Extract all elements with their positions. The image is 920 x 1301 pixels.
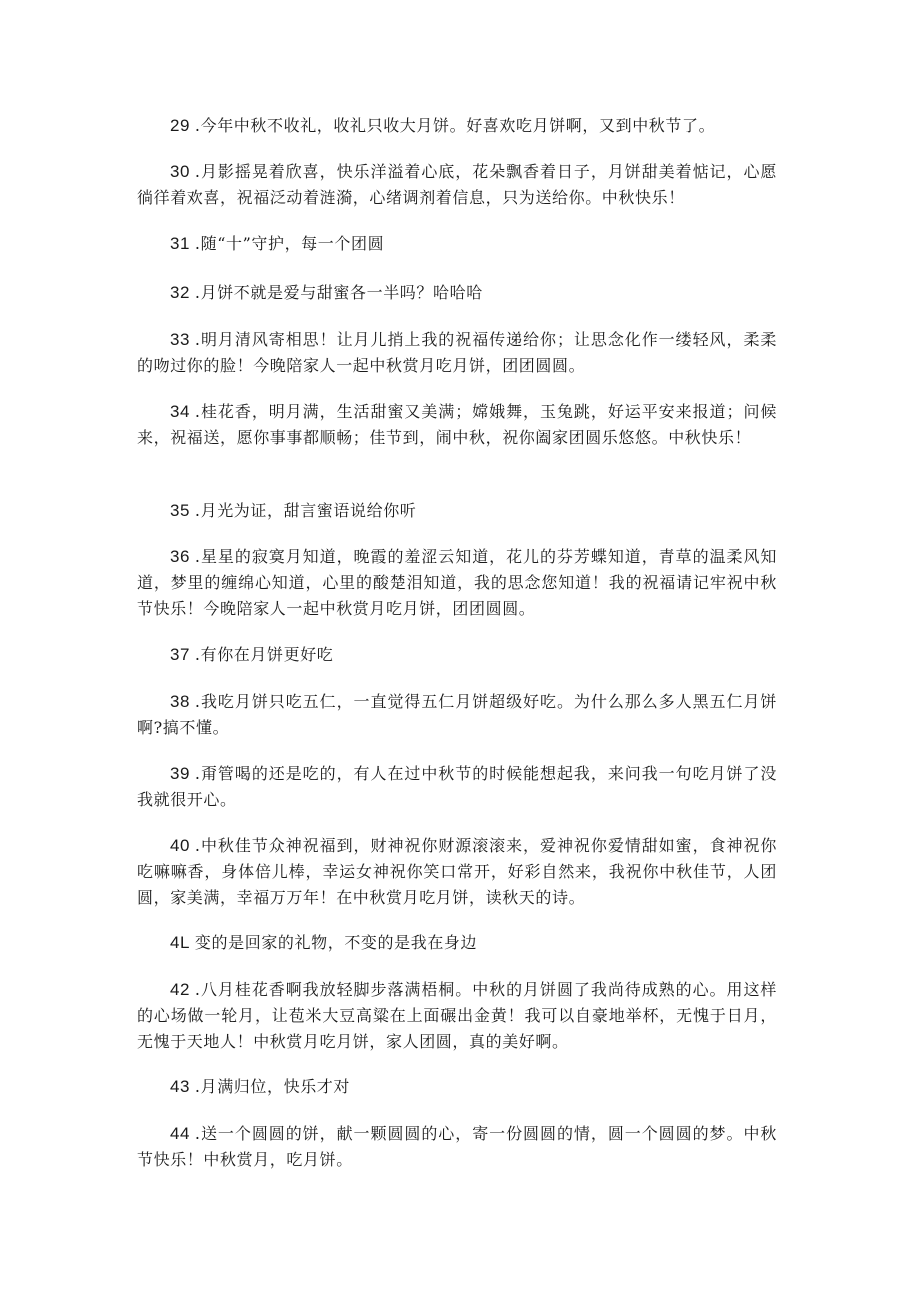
list-item bbox=[137, 1074, 777, 1100]
item-number: 42 bbox=[170, 980, 190, 999]
list-item bbox=[137, 231, 777, 257]
item-number: 31 bbox=[170, 234, 190, 253]
list-item bbox=[137, 327, 777, 379]
list-item bbox=[137, 833, 777, 911]
item-text: .随“十”守护，每一个团圆 bbox=[194, 234, 385, 253]
item-number: 35 bbox=[170, 501, 190, 520]
item-text: .月光为证，甜言蜜语说给你听 bbox=[194, 501, 417, 520]
item-number: 44 bbox=[170, 1124, 190, 1143]
item-number: 30 bbox=[170, 162, 190, 181]
item-number: 4L bbox=[170, 933, 190, 952]
item-text: .八月桂花香啊我放轻脚步落满梧桐。中秋的月饼圆了我尚待成熟的心。用这样的心场做一轮月，让苞米大豆高粱在上面碾出金黄！我可以自豪地举杯，无愧于日月，无愧于天地人！中秋赏月吃月饼，家人团圆，真的美好啊。 bbox=[137, 980, 777, 1051]
list-item bbox=[137, 642, 777, 668]
item-text: .今年中秋不收礼，收礼只收大月饼。好喜欢吃月饼啊，又到中秋节了。 bbox=[194, 116, 716, 135]
list-item bbox=[137, 930, 777, 956]
item-text: .月满归位，快乐才对 bbox=[194, 1077, 351, 1096]
item-number: 37 bbox=[170, 645, 190, 664]
list-item bbox=[137, 544, 777, 622]
list-item bbox=[137, 761, 777, 813]
item-text: .我吃月饼只吃五仁，一直觉得五仁月饼超级好吃。为什么那么多人黑五仁月饼啊?搞不懂。 bbox=[137, 692, 777, 737]
item-number: 34 bbox=[170, 402, 190, 421]
item-number: 38 bbox=[170, 692, 190, 711]
item-number: 36 bbox=[170, 547, 190, 566]
item-text: .有你在月饼更好吃 bbox=[194, 645, 334, 664]
item-number: 29 bbox=[170, 116, 190, 135]
list-item bbox=[137, 399, 777, 451]
list-item bbox=[137, 977, 777, 1055]
item-text: .甭管喝的还是吃的，有人在过中秋节的时候能想起我，来问我一句吃月饼了没我就很开心。 bbox=[137, 764, 777, 809]
list-item bbox=[137, 498, 777, 524]
item-number: 33 bbox=[170, 330, 190, 349]
item-number: 39 bbox=[170, 764, 190, 783]
item-text: .中秋佳节众神祝福到，财神祝你财源滚滚来，爱神祝你爱情甜如蜜，食神祝你吃嘛嘛香，身体倍儿棒，幸运女神祝你笑口常开，好彩自然来，我祝你中秋佳节，人团圆，家美满，幸福万万年！在中秋赏月吃月饼，读秋天的诗。 bbox=[137, 836, 777, 907]
item-text: .月影摇晃着欣喜，快乐洋溢着心底，花朵飘香着日子，月饼甜美着惦记，心愿徜徉着欢喜，祝福泛动着涟漪，心绪调剂着信息，只为送给你。中秋快乐！ bbox=[137, 162, 777, 207]
item-text: .明月清风寄相思！让月儿捎上我的祝福传递给你；让思念化作一缕轻风，柔柔的吻过你的脸！今晚陪家人一起中秋赏月吃月饼，团团圆圆。 bbox=[137, 330, 777, 375]
list-item bbox=[137, 689, 777, 741]
list-item bbox=[137, 113, 777, 139]
item-number: 43 bbox=[170, 1077, 190, 1096]
item-number: 32 bbox=[170, 283, 190, 302]
item-text: .送一个圆圆的饼，献一颗圆圆的心，寄一份圆圆的情，圆一个圆圆的梦。中秋节快乐！中秋赏月，吃月饼。 bbox=[137, 1124, 777, 1169]
list-item bbox=[137, 1121, 777, 1173]
item-text: .桂花香，明月满，生活甜蜜又美满；嫦娥舞，玉兔跳，好运平安来报道；问候来，祝福送，愿你事事都顺畅；佳节到，闹中秋，祝你阖家团圆乐悠悠。中秋快乐！ bbox=[137, 402, 777, 447]
list-item bbox=[137, 159, 777, 211]
item-text: .月饼不就是爱与甜蜜各一半吗？哈哈哈 bbox=[194, 283, 483, 302]
list-item bbox=[137, 280, 777, 306]
item-number: 40 bbox=[170, 836, 190, 855]
item-text: 变的是回家的礼物，不变的是我在身边 bbox=[194, 933, 478, 952]
item-text: .星星的寂寞月知道，晚霞的羞涩云知道，花儿的芬芳蝶知道，青草的温柔风知道，梦里的缠绵心知道，心里的酸楚泪知道，我的思念您知道！我的祝福请记牢祝中秋节快乐！今晚陪家人一起中秋赏月吃月饼，团团圆圆。 bbox=[137, 547, 777, 618]
